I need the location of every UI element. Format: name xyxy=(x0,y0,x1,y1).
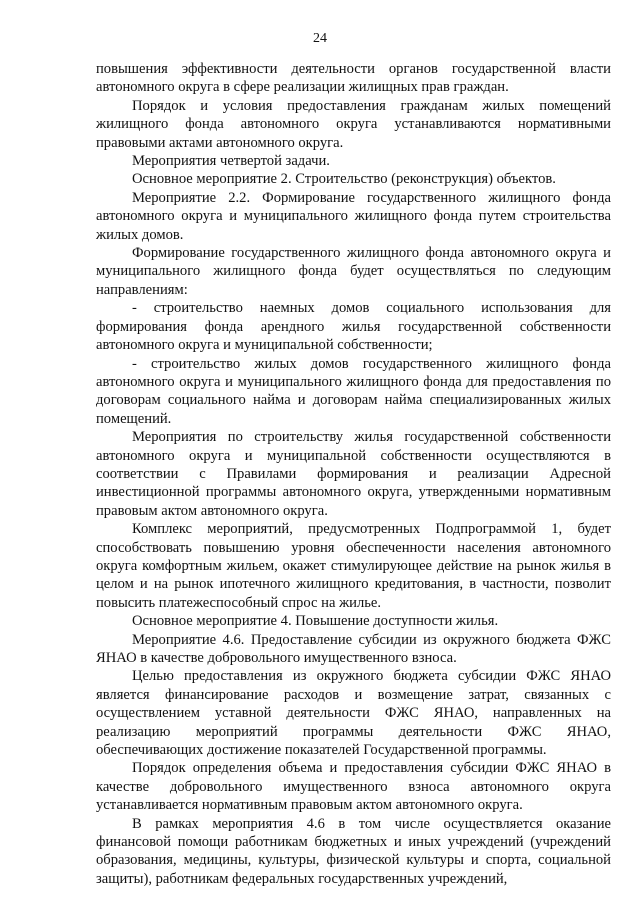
list-item-residential-houses: - строительство жилых домов государственного жилищного фонда автономного округа и муниципального жилищного фонда для предоставления по договорам социального найма и договорам найма специализированных жилых помещений. xyxy=(96,355,611,427)
paragraph-subprogram-1: Комплекс мероприятий, предусмотренных Подпрограммой 1, будет способствовать повышению уровня обеспеченности населения автономного округа комфортным жильем, окажет стимулирующее действие на рынок жилья в целом и на рынок ипотечного жилищного кредитования, в частности, позволит повысить платежеспособный спрос на жилье. xyxy=(96,521,611,611)
paragraph-activity-2-2: Мероприятие 2.2. Формирование государственного жилищного фонда автономного округа и муниципального жилищного фонда путем строительства жилых домов. xyxy=(96,189,611,243)
paragraph-subsidy-order: Порядок определения объема и предоставления субсидии ФЖС ЯНАО в качестве добровольного имущественного взноса автономного округа устанавливается нормативным правовым актом автономного округа. xyxy=(96,760,611,814)
paragraph-financial-assistance: В рамках мероприятия 4.6 в том числе осуществляется оказание финансовой помощи работникам бюджетных и иных учреждений (учреждений образования, медицины, культуры, физической культуры и спорта, социальной защиты), работникам федеральных государственных учреждений, xyxy=(96,815,611,887)
paragraph-fund-formation: Формирование государственного жилищного фонда автономного округа и муниципального жилищного фонда будет осуществляться по следующим направлениям: xyxy=(96,245,611,298)
paragraph-continuation: повышения эффективности деятельности органов государственной власти автономного округа в сфере реализации жилищных прав граждан. xyxy=(96,61,611,96)
paragraph-fourth-task: Мероприятия четвертой задачи. xyxy=(132,153,330,170)
paragraph-construction-rules: Мероприятия по строительству жилья государственной собственности автономного округа и муниципальной собственности осуществляются в соответствии с Правилами формирования и реализации Адресной инвестиционной программы автономного округа, утвержденными нормативным правовым актом автономного округа. xyxy=(96,429,611,519)
document-body xyxy=(96,60,611,888)
paragraph-housing-provision-order: Порядок и условия предоставления гражданам жилых помещений жилищного фонда автономного округа устанавливаются нормативными правовыми актами автономного округа. xyxy=(96,97,611,151)
paragraph-subsidy-purpose: Целью предоставления из окружного бюджета субсидии ФЖС ЯНАО является финансирование расходов и возмещение затрат, связанных с осуществлением уставной деятельности ФЖС ЯНАО, направленных на реализацию мероприятий программы деятельности ФЖС ЯНАО, обеспечивающих достижение показателей Государственной программы. xyxy=(96,668,611,759)
paragraph-main-activity-4: Основное мероприятие 4. Повышение доступности жилья. xyxy=(132,613,499,630)
list-item-rental-houses: - строительство наемных домов социального использования для формирования фонда арендного жилья государственной собственности автономного округа и муниципальной собственности; xyxy=(96,300,611,354)
page-number: 24 xyxy=(313,31,327,46)
paragraph-activity-4-6: Мероприятие 4.6. Предоставление субсидии из окружного бюджета ФЖС ЯНАО в качестве добровольного имущественного взноса. xyxy=(96,631,611,666)
paragraph-main-activity-2: Основное мероприятие 2. Строительство (реконструкция) объектов. xyxy=(132,171,556,188)
